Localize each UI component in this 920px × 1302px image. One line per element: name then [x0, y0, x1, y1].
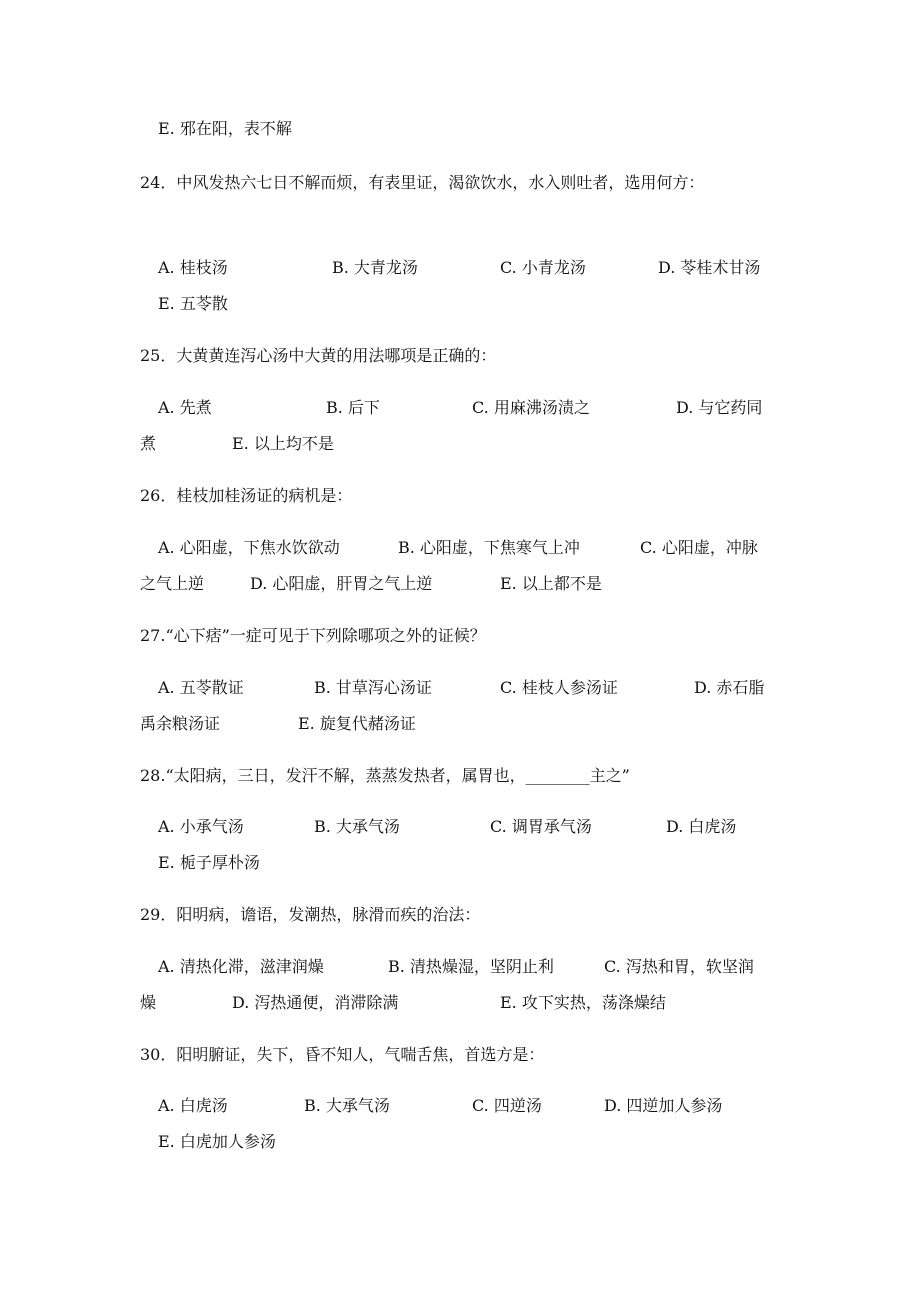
q26-option-c-cont: 之气上逆 — [140, 574, 205, 593]
q26-option-e: E. 以上都不是 — [500, 574, 602, 593]
q29-option-c: C. 泻热和胃，软坚润 — [604, 957, 754, 976]
q29-stem: 29．阳明病，谵语，发潮热，脉滑而疾的治法： — [140, 905, 481, 924]
q28-option-e: E. 栀子厚朴汤 — [158, 853, 260, 872]
q29-option-e: E. 攻下实热，荡涤燥结 — [500, 993, 666, 1012]
q30-option-c: C. 四逆汤 — [472, 1096, 542, 1115]
q27-option-d-cont: 禹余粮汤证 — [140, 714, 221, 733]
q29-option-b: B. 清热燥湿，坚阴止利 — [388, 957, 554, 976]
q25-stem: 25．大黄黄连泻心汤中大黄的用法哪项是正确的： — [140, 346, 497, 365]
q24-option-b: B. 大青龙汤 — [332, 258, 418, 277]
q27-option-b: B. 甘草泻心汤证 — [314, 678, 432, 697]
q25-option-a: A. 先煮 — [158, 398, 212, 417]
q30-option-a: A. 白虎汤 — [158, 1096, 228, 1115]
q26-option-a: A. 心阳虚，下焦水饮欲动 — [158, 538, 340, 557]
q25-option-c: C. 用麻沸汤渍之 — [472, 398, 590, 417]
q29-option-d: D. 泻热通便，消滞除满 — [232, 993, 399, 1012]
q26-stem: 26．桂枝加桂汤证的病机是： — [140, 486, 353, 505]
q28-stem: 28.“太阳病，三日，发汗不解，蒸蒸发热者，属胃也，________主之” — [140, 766, 630, 785]
q26-option-d: D. 心阳虚，肝胃之气上逆 — [250, 574, 433, 593]
q25-option-e: E. 以上均不是 — [232, 434, 334, 453]
q28-option-d: D. 白虎汤 — [666, 817, 737, 836]
q27-stem: 27.“心下痞”一症可见于下列除哪项之外的证候？ — [140, 626, 486, 645]
q24-option-e: E. 五苓散 — [158, 294, 228, 313]
q30-option-d: D. 四逆加人参汤 — [604, 1096, 723, 1115]
q24-option-a: A. 桂枝汤 — [158, 258, 228, 277]
q25-option-d: D. 与它药同 — [676, 398, 763, 417]
q25-option-d-cont: 煮 — [140, 434, 157, 453]
q28-option-b: B. 大承气汤 — [314, 817, 400, 836]
q24-stem: 24．中风发热六七日不解而烦，有表里证，渴欲饮水，水入则吐者，选用何方： — [140, 173, 705, 192]
q30-stem: 30．阳明腑证，失下，昏不知人，气喘舌焦，首选方是： — [140, 1045, 545, 1064]
q30-option-e: E. 白虎加人参汤 — [158, 1132, 276, 1151]
q26-option-c: C. 心阳虚，冲脉 — [640, 538, 758, 557]
q24-option-c: C. 小青龙汤 — [500, 258, 586, 277]
q27-option-e: E. 旋复代赭汤证 — [298, 714, 416, 733]
q28-option-c: C. 调胃承气汤 — [490, 817, 592, 836]
q23-option-e: E. 邪在阳，表不解 — [158, 119, 292, 138]
q26-option-b: B. 心阳虚，下焦寒气上冲 — [398, 538, 580, 557]
q27-option-d: D. 赤石脂 — [694, 678, 765, 697]
q25-option-b: B. 后下 — [326, 398, 380, 417]
q30-option-b: B. 大承气汤 — [304, 1096, 390, 1115]
q27-option-c: C. 桂枝人参汤证 — [500, 678, 618, 697]
q27-option-a: A. 五苓散证 — [158, 678, 244, 697]
q29-option-a: A. 清热化滞，滋津润燥 — [158, 957, 324, 976]
q24-option-d: D. 苓桂术甘汤 — [658, 258, 761, 277]
q28-option-a: A. 小承气汤 — [158, 817, 244, 836]
q29-option-c-cont: 燥 — [140, 993, 157, 1012]
